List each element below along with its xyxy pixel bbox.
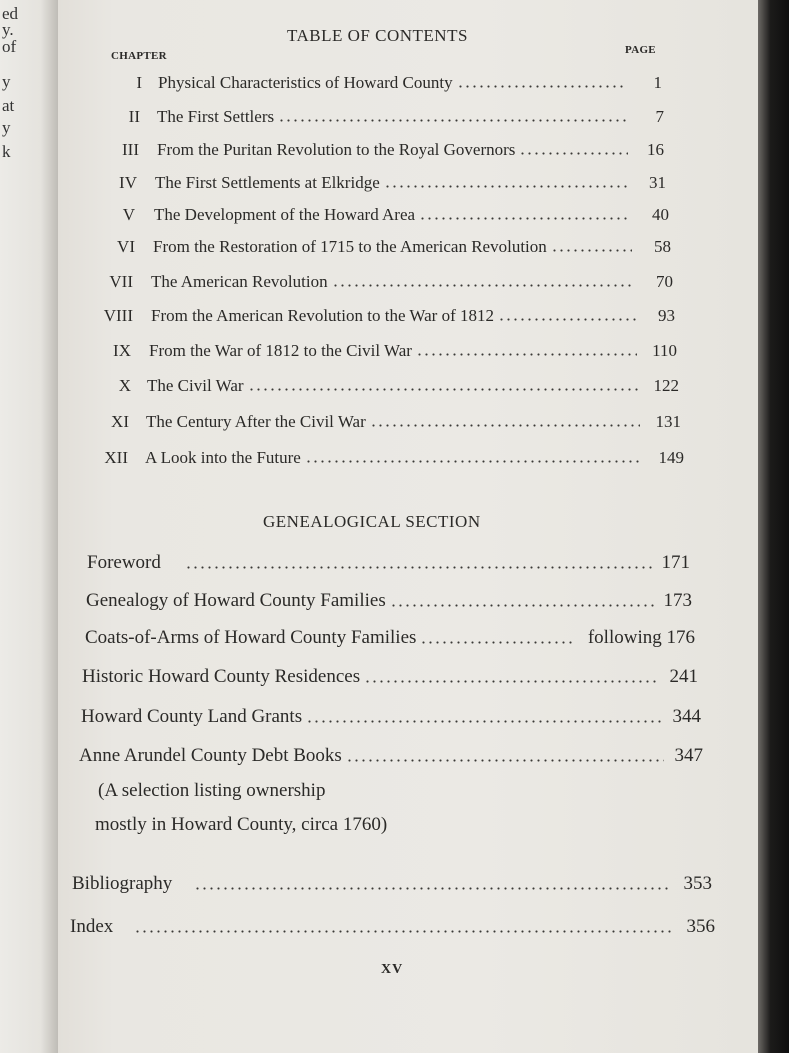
page-folio: XV [381,962,404,977]
page-number: following 176 [587,627,695,648]
toc-row [0,205,789,231]
chapter-number: VIII [103,306,133,325]
page-number: 356 [686,916,715,937]
entry-title: Genealogy of Howard County Families [86,590,386,611]
dot-leader [457,85,624,88]
entry-title: From the American Revolution to the War of 1812 [151,306,494,325]
dot-leader [551,249,632,252]
genealogical-row [0,552,789,578]
entry-title: Index [70,916,114,937]
page-column-header: PAGE [625,44,656,56]
toc-row [0,107,789,133]
dot-leader [305,460,641,463]
toc-row [0,140,789,166]
dot-leader [306,720,661,723]
page-number: 93 [658,306,675,325]
dot-leader [194,887,671,890]
chapter-number: V [122,205,135,224]
entry-title: From the Puritan Revolution to the Royal Governors [157,140,516,159]
toc-row [0,272,789,298]
chapter-number: I [136,73,142,92]
entry-title: The First Settlements at Elkridge [155,173,380,192]
page-number: 58 [654,237,671,256]
dot-leader [278,119,627,122]
page-number: 40 [652,205,669,224]
chapter-number: II [128,107,140,126]
dot-leader [134,930,673,933]
dot-leader [370,424,640,427]
page-number: 122 [653,376,679,395]
dot-leader [384,185,629,188]
entry-title: Bibliography [72,873,173,894]
entry-title: Anne Arundel County Debt Books [79,745,342,766]
genealogical-row [0,706,789,732]
page-number: 353 [683,873,712,894]
genealogical-row [0,666,789,692]
chapter-number: VI [117,237,135,256]
entry-title: From the War of 1812 to the Civil War [149,341,412,360]
toc-row [0,448,789,474]
genealogical-heading: GENEALOGICAL SECTION [263,512,481,531]
entry-title: The American Revolution [151,272,328,291]
dot-leader [346,759,664,762]
page-number: 131 [655,412,681,431]
entry-title: The Civil War [147,376,244,395]
genealogical-row [0,745,789,771]
page-number: 31 [649,173,666,192]
entry-title: Physical Characteristics of Howard County [158,73,453,92]
toc-row [0,173,789,199]
toc-row [0,376,789,402]
page-number: 149 [658,448,684,467]
prev-page-text: y [2,118,11,137]
page-number: 70 [656,272,673,291]
page-number: 347 [674,745,703,766]
dot-leader [332,284,633,287]
page-number: 1 [653,73,662,92]
prev-page-text: of [2,37,17,56]
debt-books-note-line-2: mostly in Howard County, circa 1760) [95,814,388,835]
toc-row [0,237,789,263]
chapter-number: IX [113,341,131,360]
entry-title: The Development of the Howard Area [154,205,416,224]
dot-leader [419,217,630,220]
chapter-number: X [118,376,131,395]
page-number: 241 [669,666,698,687]
debt-books-note-line-1: (A selection listing ownership [98,780,326,801]
dot-leader [420,641,575,644]
entry-title: A Look into the Future [145,448,301,467]
entry-title: Coats-of-Arms of Howard County Families [85,627,417,648]
dot-leader [185,566,652,569]
chapter-number: IV [119,173,137,192]
prev-page-text: at [2,96,15,115]
toc-row [0,412,789,438]
entry-title: From the Restoration of 1715 to the American Revolution [153,237,547,256]
dot-leader [364,680,658,683]
entry-title: Howard County Land Grants [81,706,303,727]
chapter-number: XII [104,448,128,467]
dot-leader [416,353,637,356]
chapter-number: XI [111,412,129,431]
page-number: 16 [647,140,664,159]
prev-page-text: y [2,72,11,91]
toc-row [0,73,789,99]
entry-title: Foreword [87,552,161,573]
back-matter-row [0,873,789,899]
toc-row [0,306,789,332]
chapter-number: VII [109,272,133,291]
chapter-column-header: CHAPTER [111,50,167,62]
genealogical-row [0,627,789,653]
page-number: 7 [655,107,664,126]
page-number: 110 [652,341,677,360]
prev-page-text: ed [2,4,19,23]
genealogical-row [0,590,789,616]
entry-title: The First Settlers [157,107,275,126]
prev-page-text: k [2,142,11,161]
dot-leader [519,152,628,155]
back-matter-row [0,916,789,942]
toc-heading: TABLE OF CONTENTS [287,26,468,45]
entry-title: The Century After the Civil War [146,412,366,431]
page-number: 344 [672,706,701,727]
prev-page-text: y. [2,20,14,39]
chapter-number: III [122,140,139,159]
toc-row [0,341,789,367]
dot-leader [390,604,655,607]
entry-title: Historic Howard County Residences [82,666,361,687]
dot-leader [498,318,636,321]
page-number: 173 [663,590,692,611]
page-number: 171 [661,552,690,573]
dot-leader [248,388,638,391]
